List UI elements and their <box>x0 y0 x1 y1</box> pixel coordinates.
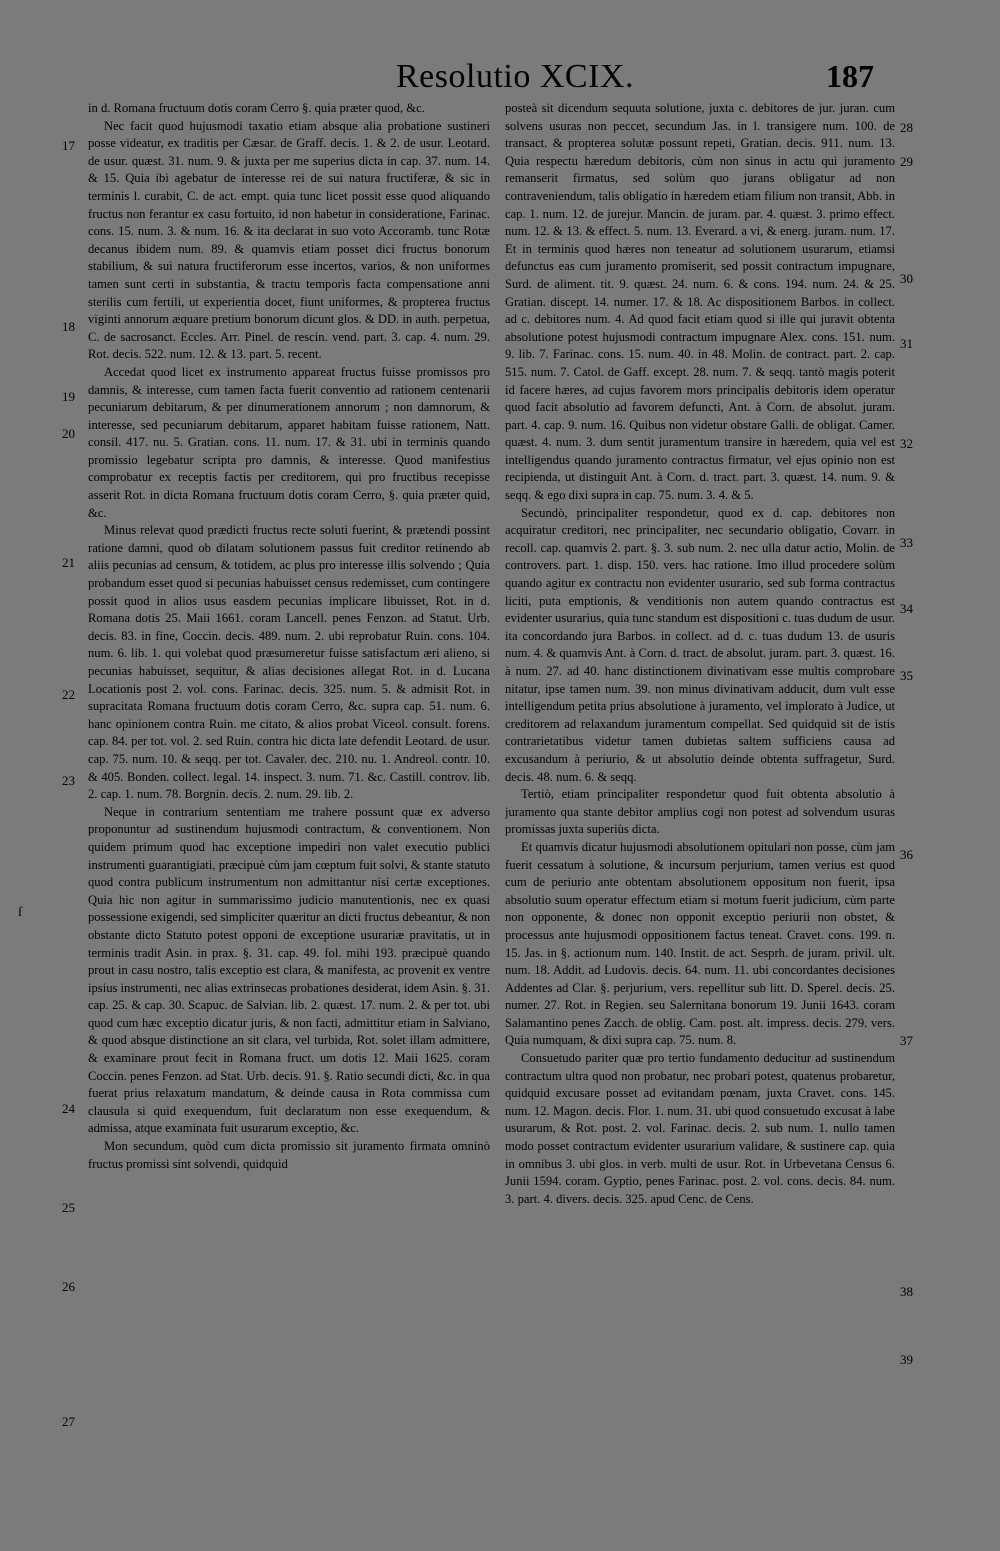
paragraph: Accedat quod licet ex instrumento appareat fructus fuisse promissos pro damnis, & interesse, cum tamen facta fuerit conventio ad rationem centenarii pecuniarum debitarum, & per dinumerationem annorum ; non damnorum, & interesse, sed pecuniarum debitarum, apparet habitam fuisse rationem, Natt. consil. 417. nu. 5. Gratian. cons. 11. num. 17. & 31. ubi in terminis quando promissio legebatur scripta pro damnis, & interesse. Quod manifestius comprobatur ex receptis factis per creditorem, qui pro fructibus recepisse asserit Rot. in dicta Romana fructuum dotis coram Cerro, §. quia præter quid, &c. <box>88 364 490 520</box>
margin-number: 18 <box>62 319 75 334</box>
paragraph: Neque in contrarium sententiam me trahere possunt quæ ex adverso proponuntur ad sustinendum hujusmodi contractum, & conventionem. Non quidem primum quod hac exceptione impediri non valet executio publici instrumenti guarantigiati, præcipuè cùm jam cœptum fuit solvi, & stante statuto quod contra publicum instrumentum non admittantur nisi certæ exceptiones. Quia hic non agitur in summarissimo judicio manutentionis, nec ex quasi possessione exigendi, sed simpliciter quæritur an dicti fructus debeantur, & non obstante dicto Statuto potest opponi de exceptione usurariæ pravitatis, ut in terminis tradit Asin. in prax. §. 31. cap. 49. fol. mihi 193. præcipuè quando prout in casu nostro, talis exceptio est clara, & manifesta, ac provenit ex ventre ipsius instrumenti, nec alias extrinsecas probationes desiderat, idem Asin. §. 31. cap. 25. & cap. 30. Scapuc. de Salvian. lib. 2. quæst. 17. num. 2. & per tot. ubi quod cum hæc exceptio dicatur juris, & non facti, admittitur etiam in Salviano, & quod absque distinctione an sit clara, vel turbida, Rot. solet illam admittere, & examinare prout fecit in Romana fruct. um dotis 12. Maii 1625. coram Coccin. penes Fenzon. ad Stat. Urb. decis. 91. §. Ratio secundi dicti, &c. in qua fuerat prius relaxatum mandatum, & deinde causa in Rota commissa cum clausula si quid exequendum, fuit declaratum non esse exequendum, & admissa, atque examinata fuit usurarum exceptio, &c. <box>88 804 490 1136</box>
paragraph: Et quamvis dicatur hujusmodi absolutionem opitulari non posse, cùm jam fuerit cessatum à solutione, & incursum perjurium, tamen verius est quod cum de periurio ante obtentam absolutionem oppositum non fuerit, ipsa absolutio suum operatur effectum etiam si motum fuerit judicium, cùm parte non opponente, & donec non opponit exceptio periurii non obstet, & processus ante hujusmodi oppositionem factus teneat. Cravet. cons. 199. n. 15. Jas. in §. actionum num. 140. Instit. de act. Sesprh. de juram. privil. ult. num. 18. Addit. ad Ludovis. decis. 64. num. 11. ubi concordantes decisiones Addentes ad Clar. §. perjurium, vers. repellitur sub litt. D. Sperel. decis. 25. numer. 27. Rot. in Regien. seu Salernitana bonorum 19. Junii 1643. coram Salamantino penes Zacch. de oblig. Cam. post. alt. impress. decis. 279. vers. Quia numquam, & dixi supra cap. 75. num. 8. <box>505 839 895 1048</box>
margin-number: 28 <box>900 120 913 135</box>
paragraph: Nec facit quod hujusmodi taxatio etiam absque alia probatione sustineri posse videatur, ex traditis per Cæsar. de Graff. decis. 1. & 2. de usur. Leotard. de usur. quæst. 31. num. 9. & juxta per me superius dicta in cap. 37. num. 14. & 15. Quia ibi agebatur de interesse rei de sui natura fructiferæ, & sic in terminis l. curabit, C. de act. empt. quia tunc licet possit esse quod aliquando fructus non ferantur ex casu fortuito, id non habetur in consideratione, Farinac. cons. 15. num. 3. & num. 16. & ita declarat in suo voto Accoramb. tunc Rotæ decanus ibidem num. 89. & quamvis etiam posset dici fructus bonorum stabilium, & sui natura fructiferorum esse incertos, varios, & non uniformes tamen sunt certi in substantia, & tractu temporis facta compensatione anni sterilis cum fertili, ut experientia docet, fiunt uniformes, & propterea fructus viginti annorum æquare pretium bonorum dicunt glos. & DD. in auth. perpetua, C. de sacrosanct. Eccles. Arr. Pinel. de rescin. vend. part. 3. cap. 4. num. 29. Rot. decis. 522. num. 12. & 13. part. 5. recent. <box>88 118 490 362</box>
paragraph: Secundò, principaliter respondetur, quod ex d. cap. debitores non acquiratur creditori, nec principaliter, nec secundario obligatio, Covarr. in recoll. cap. quamvis 2. part. §. 3. sub num. 2. nec ulla datur actio, Molin. de controvers. part. 1. disp. 150. vers. hac ratione. Imo illud procedere solùm quando agitur ex contractu non evidenter usurario, sed sub forma contractus liciti, puta emptionis, & venditionis non autem quando contractus est evidenter usurarius, quia tunc standum est dispositioni c. tuas dudum de usur. ita concordando jura Barbos. in collect. ad d. c. tuas dudum 13. de usuris num. 4. & quamvis Ant. à Corn. d. tract. de absolut. juram. part. 3. quæst. 16. à num. 27. ad 40. hanc distinctionem divinativam esse multis comprobare nitatur, ipse tamen num. 39. non minus divinativam adducit, dum vult esse intelligendum petita prius absolutione à juramento, vel implorato à Judice, ut creditorem ad relaxandum juramentum compellat. Sed quidquid sit de istis contrarietatibus videtur tamen dubietas saltem sufficiens causa ad excusandum à periurio, & ut absolutio deinde obtenta suffragetur, Surd. decis. 48. num. 6. & seqq. <box>505 505 895 784</box>
running-title: Resolutio XCIX. <box>396 58 634 95</box>
margin-number: 39 <box>900 1352 913 1367</box>
margin-number: 26 <box>62 1279 75 1294</box>
paragraph: Consuetudo pariter quæ pro tertio fundamento deducitur ad sustinendum contractum ultra quod non probatur, nec probari potest, quatenus probaretur, quidquid excusare posset ad evitandam pœnam, juxta Cravet. cons. 145. num. 12. Magon. decis. Flor. 1. num. 31. ubi quod consuetudo excusat à labe usurarum, & Rot. post. 2. vol. Farinac. decis. 2. sub num. 1. nullo tamen modo posset contractum evidenter usurarium validare, & sustinere cap. quia in omnibus 3. ubi glos. in verb. multi de usur. Rot. in Urbevetana Census 6. Junii 1594. coram. Gyptio, penes Farinac. post. 2. vol. cons. decis. 84. num. 3. part. 4. divers. decis. 325. apud Cenc. de Cens. <box>505 1051 895 1206</box>
margin-number: 37 <box>900 1033 913 1048</box>
left-column <box>88 100 490 1540</box>
margin-number: 34 <box>900 601 913 616</box>
margin-number: 36 <box>900 847 913 862</box>
paragraph: in d. Romana fructuum dotis coram Cerro §. quia præter quod, &c. <box>88 101 425 115</box>
margin-number: 19 <box>62 389 75 404</box>
margin-number: 20 <box>62 426 75 441</box>
margin-number: 29 <box>900 154 913 169</box>
paragraph: Mon secundum, quòd cum dicta promissio sit juramento firmata omninò fructus promissi sint solvendi, quidquid <box>88 1139 490 1171</box>
paragraph: posteà sit dicendum sequuta solutione, juxta c. debitores de jur. juran. cum solvens usuras non peccet, secundum Jas. in l. transigere num. 100. de transact. & propterea solutæ possunt repeti, Gratian. decis. 911. num. 13. Quia respectu hæredum debitoris, cùm non sinus in actu qui juramento remanserit firmatus, sed solùm quo jurans obligatur ad non contraveniendum, talis obligatio in hæredem etiam filium non transit, Abb. in cap. 1. num. 12. de jurejur. Mancin. de juram. par. 4. quæst. 3. primo effect. num. 12. & 13. & effect. 5. num. 13. Everard. a vi, & energ. juram. num. 17. Et in terminis quod hæres non teneatur ad solutionem usurarum, etiamsi defunctus eas cum juramento promiserit, sed possit contractum impugnare, Surd. de aliment. tit. 9. quæst. 24. num. 6. & cons. 194. num. 24. & 25. Gratian. discept. 14. numer. 17. & 18. Ac dispositionem Barbos. in collect. ad c. debitores num. 4. Ad quod facit etiam quod si ille qui juravit obtenta absolutione potest hujusmodi contractum impugnare Alex. cons. 151. num. 9. lib. 7. Farinac. cons. 15. num. 40. in 48. Molin. de contract. part. 2. cap. 515. num. 7. Catol. de Gaff. except. 28. num. 7. & seqq. tantò magis poterit id facere hæres, ad cujus favorem mors principalis debitoris idem operatur quod facit absolutio ad favorem defuncti, Ant. à Corn. de absolut. juram. part. 4. cap. 9. num. 16. Quibus non videtur obstare Galli. de obligat. Camer. quæst. 4. num. 3. dum sentit juramentum transire in hæredem, quia vel est intelligendus quando juramento contractus firmatur, vel ejus opinio non est recipienda, ut distinguit Ant. à Corn. d. tract. part. 3. quæst. 14. num. 9. & seqq. & ego dixi supra in cap. 75. num. 3. 4. & 5. <box>505 101 895 503</box>
page-header <box>0 52 1000 102</box>
right-column <box>505 100 895 1540</box>
margin-number: 32 <box>900 436 913 451</box>
margin-number: 27 <box>62 1414 75 1429</box>
margin-number: 22 <box>62 687 75 702</box>
margin-number: 25 <box>62 1200 75 1215</box>
margin-number: 30 <box>900 271 913 286</box>
paragraph: Minus relevat quod prædicti fructus recte soluti fuerint, & prætendi possint ratione damni, quod ob dilatam solutionem passus fuit creditor retinendo ab aliis pecunias ad censum, & totidem, ac plus pro interesse illis solvendo ; Quia probandum esset quod si pecunias habuisset census redemisset, cum contingere possit quod in alios usus easdem pecunias implicare libuisset, Rot. in d. Romana dotis 25. Maii 1661. coram Lancell. penes Fenzon. ad Statut. Urb. decis. 83. in fine, Coccin. decis. 489. num. 2. ubi reprobatur Ruin. cons. 104. num. 6. lib. 1. qui volebat quod præsumeretur fuisse satisfactum æri alieno, si pecunias habuisset, sequitur, & alias decisiones allegat Rot. in d. Lucana Locationis post 2. vol. cons. Farinac. decis. 325. num. 5. & admisit Rot. in supracitata Romana fructuum dotis coram Cerro, &c. supra cap. 51. num. 6. hanc opinionem contra Ruin. me citato, & alios probat Viceol. consult. forens. cap. 84. per tot. vol. 2. sed Ruin. contra hic dicta late defendit Leotard. de usur. cap. 75. num. 10. & seqq. per tot. Cavaler. dec. 210. nu. 1. Andreol. contr. 10. & 405. Bonden. collect. legal. 14. inspect. 3. num. 71. &c. Castill. controv. lib. 2. cap. 1. num. 78. Borgnin. decis. 2. num. 29. lib. 2. <box>88 523 490 802</box>
margin-number: 31 <box>900 336 913 351</box>
margin-number: 35 <box>900 668 913 683</box>
margin-number: 24 <box>62 1101 75 1116</box>
paragraph: Tertiò, etiam principaliter respondetur quod fuit obtenta absolutio à juramento qua stante debitor amplius cogi non potest ad solvendum usuras promissas juxta superiùs dicta. <box>505 787 895 837</box>
stray-mark: ſ <box>18 905 22 920</box>
margin-number: 21 <box>62 555 75 570</box>
margin-number: 33 <box>900 535 913 550</box>
margin-number: 17 <box>62 138 75 153</box>
page-number: 187 <box>826 58 874 94</box>
margin-number: 23 <box>62 773 75 788</box>
margin-number: 38 <box>900 1284 913 1299</box>
